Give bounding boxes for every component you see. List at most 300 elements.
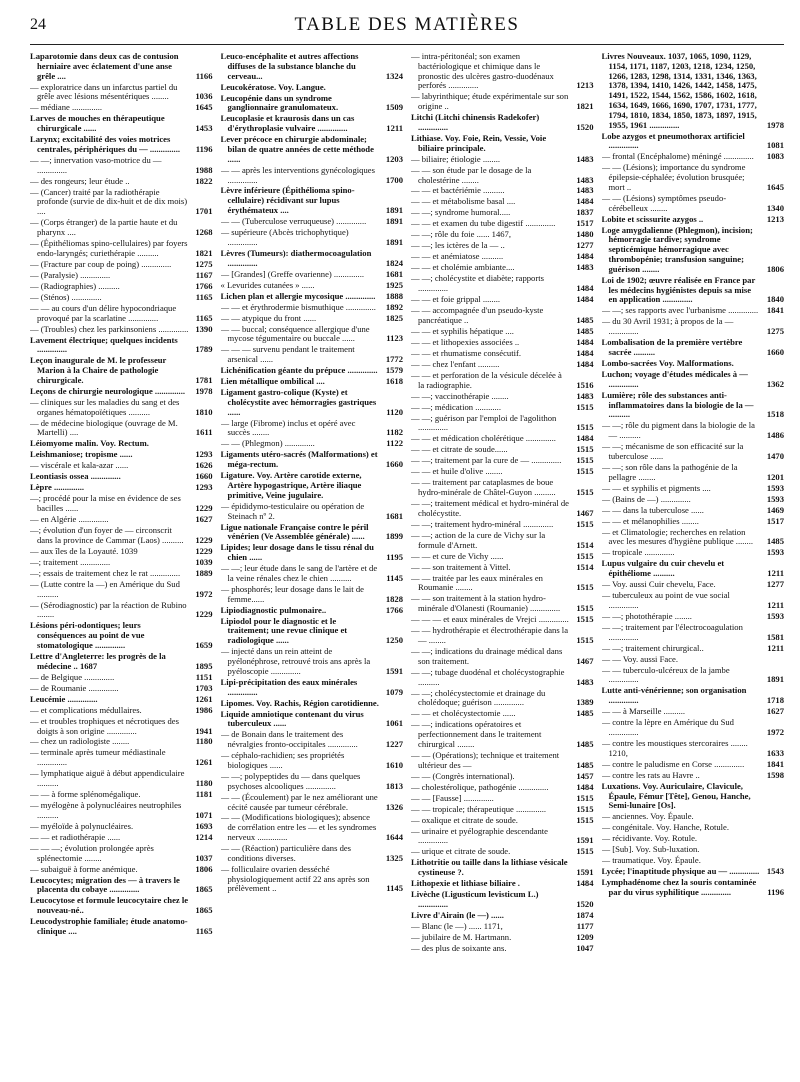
index-entry (30, 177, 213, 187)
index-entry-text: Lombalisation de la première vertèbre sacrée .......... (601, 337, 743, 357)
index-entry-page: 1250 (385, 635, 403, 646)
index-entry-page: 1789 (195, 344, 213, 355)
index-entry-page: 1693 (195, 820, 213, 831)
index-entry-text: — tropicale .............. (601, 547, 675, 558)
index-entry-text: — injecté dans un rein atteint de pyélonéphrose, retrouvé trois ans après la pyéloscopie .............. (220, 646, 371, 676)
index-entry (30, 483, 213, 493)
index-entry-text: — supérieure (Abcès trichophytique) .............. (220, 227, 349, 247)
index-entry-page: 1324 (385, 70, 403, 81)
index-entry (221, 647, 404, 676)
index-entry (221, 471, 404, 500)
index-entry-page: 1972 (766, 726, 784, 737)
index-entry-page: 1166 (195, 70, 213, 81)
index-entry (30, 83, 213, 103)
index-entry-text: — — et citrate de soude...... (411, 444, 508, 455)
index-column-3 (411, 52, 594, 1072)
index-entry (30, 336, 213, 356)
index-entry-page: 1484 (576, 251, 594, 262)
index-entry (411, 858, 594, 878)
index-entry-text: Leucocytose et formule leucocytaire chez le nouveau-né.. (30, 895, 189, 916)
index-entry-text: — des plus de soixante ans. (411, 942, 507, 953)
index-entry-page: 1196 (767, 887, 784, 897)
index-entry-text: Lithotritie ou taille dans la lithiase vésicale cystineuse ?. (411, 857, 568, 878)
index-entry-text: — jubilaire de M. Hartmann. (411, 931, 512, 942)
index-entry-page: 1515 (576, 422, 594, 433)
index-entry-page: 1326 (385, 801, 403, 812)
index-entry (221, 292, 404, 302)
index-entry-text: Larves de mouches en thérapeutique chirurgicale ...... (30, 113, 165, 134)
index-entry-page: 1865 (195, 905, 213, 916)
index-entry-text: — — après les interventions gynécologiques .............. (220, 164, 375, 185)
index-entry (411, 531, 594, 551)
index-entry-text: — (Cancer) traité par la radiothérapie profonde (survie de dix-huit et de dix mois) .... (30, 186, 188, 217)
index-entry (30, 293, 213, 303)
index-entry-text: — — et lithopexies associées .. (411, 336, 520, 347)
index-entry-text: Lichénification géante du prépuce .............. (220, 365, 378, 376)
index-entry-page: 1660 (195, 471, 213, 482)
index-entry-text: Ligaments utéro-sacrés (Malformations) et méga-rectum. (220, 449, 378, 470)
index-entry-text: — — et huile d'olive ........ (411, 466, 503, 477)
index-entry-text: — —; polypeptides du — dans quelques psychoses alcooliques .............. (220, 770, 361, 791)
index-entry-text: — folliculaire ovarien desséché physiologiquement actif 22 ans après son prélèvement .. (220, 863, 370, 894)
index-entry-page: 1520 (576, 121, 594, 132)
index-entry (411, 478, 594, 498)
index-entry (602, 463, 785, 483)
index-entry (411, 392, 594, 402)
index-entry (411, 360, 594, 370)
index-entry (602, 686, 785, 706)
index-entry-page: 1645 (766, 181, 784, 192)
index-entry-text: Lobite et scissurite azygos .. (601, 213, 704, 224)
index-entry-text: — — à Marseille .......... (601, 706, 686, 717)
index-entry-text: — — et syphilis et pigments .... (601, 482, 711, 493)
index-entry (411, 520, 594, 530)
index-entry-text: — de Roumanie .............. (30, 682, 119, 693)
index-entry-page: 1453 (195, 123, 213, 134)
index-entry-page: 1213 (766, 213, 784, 224)
index-entry (30, 865, 213, 875)
index-entry (602, 782, 785, 811)
index-entry-text: — —; indications opératoires et perfectionnement dans le traitement chirurgical ........ (411, 719, 542, 749)
index-entry-page: 1467 (576, 507, 594, 518)
index-entry-text: —; évolution d'un foyer de — circonscrit dans la province de Cammar (Laos) .......... (30, 525, 184, 545)
index-entry-page: 1593 (766, 547, 784, 558)
index-entry-text: — et complications médullaires. (30, 704, 142, 715)
index-entry-page: 1515 (576, 455, 594, 466)
index-entry-text: Lipides; leur dosage dans le tissu rénal du chien ...... (220, 542, 374, 563)
index-entry (221, 502, 404, 522)
index-entry (221, 377, 404, 387)
index-entry-text: — — hydrothérapie et électrothérapie dans la — ........ (411, 625, 569, 645)
index-entry-page: 1591 (576, 835, 594, 846)
index-entry (30, 896, 213, 916)
index-entry-text: Lésions péri-odontiques; leurs conséquences au point de vue stomatologique .............. (30, 620, 145, 650)
index-entry-page: 1229 (195, 534, 213, 545)
index-entry-page: 1645 (195, 102, 213, 113)
index-entry-text: Lipomes. Voy. Rachis, Région carotidienne. (220, 697, 379, 708)
index-entry (411, 890, 594, 910)
index-entry (221, 523, 404, 543)
index-entry (602, 132, 785, 152)
index-entry-text: Livres Nouveaux. 1037, 1065, 1090, 1129, 1154, 1171, 1187, 1203, 1218, 1234, 1250, 1266, 1283, 1298, 1314, 1331, 1346, 1363, 1378, 1394, 1410, 1426, 1442, 1458, 1475, 1491, 1522, 1544, 1562, 1586, 1602, 1618, 1634, 1649, 1666, 1690, 1707, 1731, 1777, 1794, 1810, 1834, 1850, 1873, 1897, 1915, 1955, 1961 .............. (601, 52, 757, 130)
index-entry (411, 186, 594, 196)
index-entry (30, 558, 213, 568)
index-entry-text: Livre d'Airain (le —) ...... (411, 909, 504, 920)
index-entry-text: — — (Congrès international). (411, 770, 515, 781)
index-entry-page: 1486 (766, 430, 784, 441)
index-entry-page: 1766 (385, 604, 403, 615)
index-entry-page: 1214 (195, 831, 213, 842)
index-entry-text: Leishmaniose; tropisme ...... (30, 449, 133, 460)
index-entry-page: 1515 (576, 582, 594, 593)
index-entry-page: 1514 (576, 539, 594, 550)
index-entry-text: — — et médication cholérétique .............. (411, 433, 556, 444)
index-entry (30, 439, 213, 449)
index-entry-text: — —; traitement chirurgical.. (601, 642, 704, 653)
index-entry-page: 1120 (386, 406, 403, 417)
index-entry-page: 1899 (385, 531, 403, 542)
index-entry (30, 652, 213, 672)
index-entry (30, 188, 213, 217)
index-entry (602, 506, 785, 516)
index-entry-page: 1810 (195, 406, 213, 417)
index-entry-page: 1972 (195, 588, 213, 599)
index-entry (602, 878, 785, 898)
index-entry-text: — et Climatologie; recherches en relation avec les mesures d'hygiène publique ........ (601, 526, 753, 547)
index-entry-page: 1891 (385, 216, 403, 227)
index-entry-page: 1484 (576, 196, 594, 207)
index-entry (602, 591, 785, 611)
index-entry (30, 790, 213, 800)
index-entry (411, 113, 594, 133)
index-entry-page: 1177 (576, 920, 594, 931)
index-entry (221, 439, 404, 449)
index-entry-text: — —; tubage duodénal et cholécystographie .......... (411, 666, 565, 687)
index-entry-text: — — tropicale; thérapeutique .............. (411, 803, 547, 814)
index-entry (411, 219, 594, 229)
index-entry-page: 1485 (576, 314, 594, 325)
index-entry-page: 1277 (766, 579, 784, 590)
index-entry-page: 1515 (576, 634, 594, 645)
index-entry-page: 1485 (576, 325, 594, 336)
index-entry (411, 594, 594, 614)
index-entry-text: — myéloïde à polynucléaires. (30, 820, 134, 831)
index-entry (411, 772, 594, 782)
index-entry-page: 1181 (195, 789, 213, 800)
index-entry-page: 1626 (195, 460, 213, 471)
index-entry-text: — — et érythrodermie bismuthique .............. (220, 301, 376, 312)
index-entry (602, 528, 785, 548)
index-entry (602, 495, 785, 505)
index-entry (221, 303, 404, 313)
index-entry-text: — —; son rôle dans la pathogénie de la pellagre ........ (601, 461, 738, 482)
index-entry (30, 387, 213, 397)
index-entry-text: — [Grandes] (Greffe ovarienne) .............. (220, 268, 364, 279)
index-entry-text: « Levurides cutanées » ...... (220, 279, 315, 290)
index-entry-text: — — chez l'enfant .......... (411, 358, 500, 369)
index-entry-page: 1581 (766, 631, 784, 642)
index-entry-page: 1837 (576, 207, 594, 218)
index-entry-text: Lumière; rôle des substances anti-inflammatoires dans la biologie de la — .......... (601, 389, 754, 420)
index-entry (602, 623, 785, 643)
index-entry-page: 1484 (576, 358, 594, 369)
index-entry (30, 569, 213, 579)
index-entry-text: — — accompagnée d'un pseudo-kyste pancréatique .. (411, 305, 544, 325)
index-entry-page: 1598 (766, 769, 784, 780)
index-entry (602, 612, 785, 622)
index-entry (602, 812, 785, 822)
index-entry-text: Leucocytes; migration des — à travers le placenta du cobaye .............. (30, 874, 180, 895)
index-entry (30, 156, 213, 176)
index-entry (30, 844, 213, 864)
index-entry-text: Leçons de chirurgie neurologique .............. (30, 385, 186, 396)
index-entry-text: — — buccal; conséquence allergique d'une mycose tégumentaire ou buccale ...... (220, 323, 370, 344)
index-entry-page: 1821 (576, 101, 594, 112)
index-entry (30, 822, 213, 832)
index-entry (30, 103, 213, 113)
index-entry-text: — —; cholécystite et diabète; rapports .............. (411, 273, 544, 294)
index-entry-text: — de Bonain dans le traitement des névralgies fronto-occipitales .............. (220, 729, 358, 750)
index-entry (602, 655, 785, 665)
index-entry-page: 1209 (576, 931, 594, 942)
index-entry-page: 1806 (766, 263, 784, 274)
index-entry-page: 1891 (766, 674, 784, 685)
index-entry-page: 1593 (766, 493, 784, 504)
index-entry (30, 601, 213, 621)
index-entry-page: 1824 (385, 257, 403, 268)
index-entry-page: 1821 (195, 247, 213, 258)
index-entry-text: Lipiodol pour le diagnostic et le traitement; une revue clinique et radiologique ...... (220, 615, 348, 646)
index-entry (411, 922, 594, 932)
index-entry (411, 434, 594, 444)
index-entry (30, 135, 213, 155)
index-entry-text: Lutte anti-vénérienne; son organisation .............. (601, 685, 747, 706)
index-entry (411, 155, 594, 165)
index-entry (30, 917, 213, 937)
index-entry (602, 391, 785, 420)
index-entry (221, 751, 404, 771)
index-entry (411, 295, 594, 305)
index-entry-page: 1229 (195, 545, 213, 556)
index-entry-text: — — (Phlegmon) .............. (220, 438, 315, 449)
index-entry (30, 526, 213, 546)
index-entry-text: — — et bactériémie .......... (411, 185, 505, 196)
index-entry (221, 270, 404, 280)
index-entry-page: 1145 (386, 883, 403, 894)
index-entry-page: 1644 (385, 832, 403, 843)
index-entry-page: 1037 (195, 852, 213, 863)
index-entry (411, 134, 594, 154)
index-entry (221, 325, 404, 345)
index-entry-page: 1627 (766, 706, 784, 717)
index-entry (30, 515, 213, 525)
index-entry (602, 580, 785, 590)
index-entry-text: — — et examen du tube digestif .............. (411, 218, 556, 229)
index-entry (221, 366, 404, 376)
index-entry-page: 1772 (385, 354, 403, 365)
index-entry-text: — — (Réaction) particulière dans des conditions diverses. (220, 843, 352, 863)
index-entry-page: 1480 (576, 229, 594, 240)
index-entry-text: Litchi (Litchi chinensis Radekofer) .............. (411, 112, 540, 132)
index-entry-page: 1469 (766, 504, 784, 515)
index-entry-text: Lithiase. Voy. Foie, Rein, Vessie, Voie biliaire principale. (411, 132, 547, 153)
index-entry-text: Leçon inaugurale de M. le professeur Marion à la Chaire de pathologie chirurgicale. (30, 355, 167, 385)
index-entry-text: — cliniques sur les maladies du sang et des organes hématopoïétiques .......... (30, 396, 180, 417)
index-entry-page: 1703 (195, 682, 213, 693)
index-entry (411, 456, 594, 466)
index-entry-text: — viscérale et kala-azar ...... (30, 460, 129, 471)
index-entry (411, 933, 594, 943)
index-entry-text: — (Corps étranger) de la partie haute et du pharynx .... (30, 217, 178, 238)
index-entry-page: 1061 (385, 718, 403, 729)
index-entry-text: — lymphatique aiguë à début appendiculaire .......... (30, 768, 185, 789)
index-entry (411, 208, 594, 218)
index-entry (30, 461, 213, 471)
index-entry-page: 1083 (766, 151, 784, 162)
index-entry-text: — oxalique et citrate de soude. (411, 814, 518, 825)
index-entry-text: — (Sténos) .............. (30, 291, 102, 302)
index-entry (411, 274, 594, 294)
index-entry (602, 517, 785, 527)
index-entry (411, 720, 594, 749)
index-entry (30, 304, 213, 324)
index-entry-page: 1633 (766, 747, 784, 758)
index-entry (221, 564, 404, 584)
index-entry (30, 52, 213, 81)
index-entry (221, 135, 404, 164)
index-entry-page: 1211 (767, 599, 784, 610)
index-entry (602, 666, 785, 686)
index-entry (411, 92, 594, 112)
index-entry-page: 1515 (576, 518, 594, 529)
index-entry-text: — — au cours d'un délire hypocondriaque provoqué par la scarlatine .............. (30, 302, 177, 323)
index-entry-text: Leucokératose. Voy. Langue. (220, 81, 326, 92)
index-entry-text: Laparotomie dans deux cas de contusion herniaire avec éclatement d'une anse grêle .... (30, 52, 179, 81)
index-entry (411, 166, 594, 186)
index-entry-text: — — et mélanophilies ........ (601, 515, 699, 526)
index-entry-page: 1211 (767, 642, 784, 653)
index-entry-page: 1515 (576, 792, 594, 803)
index-entry-page: 1891 (385, 236, 403, 247)
index-entry-text: — anciennes. Voy. Épaule. (601, 811, 694, 822)
index-entry-page: 1941 (195, 725, 213, 736)
index-entry-page: 1470 (766, 450, 784, 461)
index-entry (30, 769, 213, 789)
page-number: 24 (30, 16, 46, 33)
index-entry (411, 574, 594, 594)
header-rule (30, 44, 784, 45)
index-entry-text: — — atypique du front ...... (220, 312, 317, 323)
index-entry (30, 737, 213, 747)
index-entry-text: — large (Fibrome) inclus et opéré avec succès ........ (220, 417, 356, 438)
index-entry-text: — — — et eaux minérales de Vrejci .............. (411, 614, 569, 625)
index-entry (602, 215, 785, 225)
index-entry (30, 706, 213, 716)
index-entry (221, 699, 404, 709)
index-entry-text: — — et anémiatose .......... (411, 251, 504, 262)
index-entry-text: Leucopénie dans un syndrome ganglionnaire granulomateux. (220, 92, 339, 113)
index-entry-text: Lombo-sacrées Voy. Malformations. (601, 357, 734, 368)
index-entry-page: 1660 (385, 459, 403, 470)
index-entry-page: 1701 (195, 206, 213, 217)
index-entry (411, 499, 594, 519)
index-entry-page: 1079 (385, 686, 403, 697)
index-entry-page: 1591 (576, 867, 594, 878)
index-entry (602, 194, 785, 214)
index-entry-text: — urinaire et pyélographie descendante .............. (411, 825, 548, 846)
index-entry (602, 306, 785, 316)
index-entry-page: 1841 (766, 758, 784, 769)
index-entry-text: — de médecine biologique (ouvrage de M. Martelli) .... (30, 417, 178, 438)
index-entry-text: Lèvre inférieure (Épithélioma spino-cellulaire) récidivant sur lupus érythémateux .... (220, 185, 355, 216)
index-entry-text: — terminale après tumeur médiastinale .............. (30, 747, 166, 768)
index-entry (602, 760, 785, 770)
index-entry-page: 1517 (766, 515, 784, 526)
index-entry-text: — (Paralysie) .............. (30, 269, 111, 280)
index-entry (411, 197, 594, 207)
index-entry-page: 1182 (386, 427, 403, 438)
index-entry (221, 617, 404, 646)
index-entry (30, 684, 213, 694)
index-entry-text: Lavement électrique; quelques incidents .............. (30, 334, 178, 355)
index-entry-text: Lymphadénome chez la souris contaminée par du virus syphilitique .............. (601, 877, 757, 897)
index-entry (602, 338, 785, 358)
index-entry-text: — —; traitement par l'électrocoagulation .............. (601, 621, 743, 642)
index-entry-text: Liquide amniotique contenant du virus tuberculeux ...... (220, 708, 364, 729)
index-entry-text: — — —; évolution prolongée après splénectomie ........ (30, 842, 154, 863)
index-entry-text: Lichen plan et allergie mycosique .............. (220, 290, 376, 301)
index-entry-text: Leuco-encéphalite et autres affections diffuses de la substance blanche du cerveau... (220, 52, 359, 81)
index-entry (221, 543, 404, 563)
index-entry (30, 282, 213, 292)
index-entry-text: — —; rôle du foie ...... 1467, (411, 229, 512, 240)
index-entry (221, 678, 404, 698)
index-entry-page: 1813 (385, 780, 403, 791)
index-entry-page: 1618 (385, 376, 403, 387)
index-entry-page: 1467 (576, 655, 594, 666)
index-entry (221, 166, 404, 186)
index-entry-page: 1611 (195, 427, 213, 438)
index-entry-text: — — dans la tuberculose ...... (601, 504, 704, 515)
index-entry (602, 317, 785, 337)
index-entry-text: — contre les rats au Havre .. (601, 769, 700, 780)
index-entry-page: 1891 (385, 205, 403, 216)
index-entry-page: 1151 (195, 671, 213, 682)
index-entry (602, 548, 785, 558)
index-entry (411, 327, 594, 337)
index-entry-page: 1484 (576, 294, 594, 305)
index-entry-text: Leucémie .............. (30, 693, 98, 704)
index-entry (411, 816, 594, 826)
index-entry-page: 1659 (195, 640, 213, 650)
index-entry-page: 1261 (195, 757, 213, 768)
index-entry-text: — cholestérolique, pathogénie .............. (411, 781, 549, 792)
index-entry-text: Lettre d'Angleterre: les progrès de la médecine .. 1687 (30, 650, 166, 671)
index-entry (221, 345, 404, 365)
index-entry-text: — labyrinthique; étude expérimentale sur son origine .. (411, 91, 569, 112)
index-entry-page: 1081 (766, 140, 784, 151)
index-entry (30, 833, 213, 843)
index-entry-text: — intra-péritonéal; son examen bactériologique et chimique dans le pronostic des ulcères gastro-duodénaux perforés .............. (411, 52, 554, 91)
index-entry-text: — — Voy. aussi Face. (601, 653, 678, 664)
index-entry (30, 673, 213, 683)
index-entry-text: — traumatique. Voy. Épaule. (601, 855, 701, 866)
index-entry (411, 709, 594, 719)
index-entry-page: 1390 (195, 323, 213, 334)
index-entry (221, 813, 404, 842)
index-entry-page: 1591 (385, 665, 403, 676)
index-entry-text: — —; mécanisme de son efficacité sur la tuberculose ...... (601, 441, 744, 461)
